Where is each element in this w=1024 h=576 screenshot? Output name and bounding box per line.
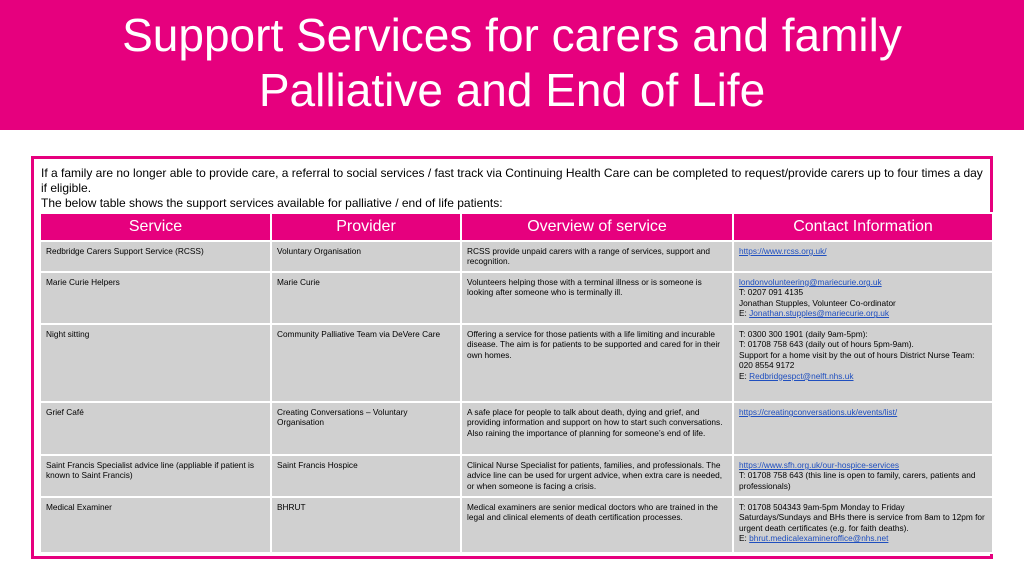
column-header-service: Service <box>40 213 271 241</box>
service-cell: Grief Café <box>40 402 271 455</box>
contact-line <box>739 460 987 470</box>
contact-link[interactable]: Redbridgespct@nelft.nhs.uk <box>749 370 854 381</box>
contact-cell <box>733 455 993 497</box>
service-cell: Saint Francis Specialist advice line (appliable if patient is known to Saint Francis) <box>40 455 271 497</box>
column-header-contact: Contact Information <box>733 213 993 241</box>
column-header-provider: Provider <box>271 213 461 241</box>
contact-line <box>739 329 987 339</box>
table-row <box>40 497 993 553</box>
overview-cell: A safe place for people to talk about death, dying and grief, and providing information and support on how to start such conversations. Also raining the importance of planning for someone’s end of life. <box>461 402 733 455</box>
provider-cell: Voluntary Organisation <box>271 241 461 272</box>
intro-paragraph-1: If a family are no longer able to provide care, a referral to social services / fast track via Continuing Health Care can be completed to request/provide carers up to four times a day if eligible. <box>41 166 983 195</box>
service-cell: Night sitting <box>40 324 271 402</box>
contact-text: T: 01708 758 643 (this line is open to family, carers, patients and professionals) <box>739 470 976 491</box>
contact-line <box>739 298 987 308</box>
provider-cell: BHRUT <box>271 497 461 553</box>
contact-line <box>739 287 987 297</box>
contact-line <box>739 407 987 417</box>
contact-text: Support for a home visit by the out of hours District Nurse Team: 020 8554 9172 <box>739 349 975 371</box>
page-title-line-2: Palliative and End of Life <box>258 64 766 116</box>
contact-link[interactable]: Jonathan.stupples@mariecurie.org.uk <box>749 308 890 319</box>
contact-text: T: 01708 758 643 (daily out of hours 5pm-9am). <box>739 339 914 350</box>
contact-line <box>739 371 987 381</box>
contact-line <box>739 339 987 349</box>
service-cell: Medical Examiner <box>40 497 271 553</box>
provider-cell: Community Palliative Team via DeVere Care <box>271 324 461 402</box>
contact-text: T: 01708 504343 9am-5pm Monday to Friday <box>739 502 905 512</box>
contact-link[interactable]: bhrut.medicalexamineroffice@nhs.net <box>749 533 889 544</box>
contact-line <box>739 470 987 491</box>
table-row <box>40 455 993 497</box>
table-row <box>40 402 993 455</box>
intro-text <box>41 166 986 211</box>
table-row <box>40 241 993 272</box>
contact-link[interactable]: https://www.sfh.org.uk/our-hospice-services <box>739 460 900 470</box>
content-frame <box>31 156 993 559</box>
table-row <box>40 272 993 324</box>
contact-text: T: 0300 300 1901 (daily 9am-5pm): <box>739 329 868 339</box>
contact-text: Saturdays/Sundays and BHs there is service from 8am to 12pm for urgent death certificates (e.g. for faith deaths). <box>739 512 985 533</box>
contact-line <box>739 277 987 287</box>
contact-cell <box>733 241 993 272</box>
contact-cell <box>733 497 993 553</box>
service-cell: Marie Curie Helpers <box>40 272 271 324</box>
contact-link[interactable]: https://www.rcss.org.uk/ <box>739 246 827 256</box>
provider-cell: Marie Curie <box>271 272 461 324</box>
contact-prefix: E: <box>739 533 750 544</box>
table-header-row <box>40 213 993 241</box>
contact-text: Jonathan Stupples, Volunteer Co-ordinator <box>739 297 896 308</box>
overview-cell: Medical examiners are senior medical doctors who are trained in the legal and clinical elements of death certification processes. <box>461 497 733 553</box>
provider-cell: Creating Conversations – Voluntary Organisation <box>271 402 461 455</box>
provider-cell: Saint Francis Hospice <box>271 455 461 497</box>
service-cell: Redbridge Carers Support Service (RCSS) <box>40 241 271 272</box>
contact-prefix: E: <box>739 370 750 381</box>
overview-cell: Clinical Nurse Specialist for patients, families, and professionals. The advice line can be used for urgent advice, when extra care is needed, or when someone is facing a crisis. <box>461 455 733 497</box>
contact-prefix: E: <box>739 308 750 319</box>
overview-cell: Offering a service for those patients with a life limiting and incurable disease. The aim is for patients to be supported and cared for in their own homes. <box>461 324 733 402</box>
contact-line <box>739 308 987 318</box>
contact-link[interactable]: https://creatingconversations.uk/events/list/ <box>739 407 898 417</box>
page-title-line-1: Support Services for carers and family <box>122 9 902 61</box>
contact-cell <box>733 324 993 402</box>
intro-paragraph-2: The below table shows the support services available for palliative / end of life patients: <box>41 196 503 210</box>
support-services-table <box>39 212 994 554</box>
column-header-overview: Overview of service <box>461 213 733 241</box>
overview-cell: Volunteers helping those with a terminal illness or is someone is looking after someone who is terminally ill. <box>461 272 733 324</box>
contact-line <box>739 246 987 256</box>
table-row <box>40 324 993 402</box>
title-banner <box>0 0 1024 130</box>
contact-cell <box>733 272 993 324</box>
contact-text: T: 0207 091 4135 <box>739 287 804 298</box>
overview-cell: RCSS provide unpaid carers with a range of services, support and recognition. <box>461 241 733 272</box>
contact-line <box>739 350 987 371</box>
contact-line <box>739 502 987 512</box>
contact-cell <box>733 402 993 455</box>
contact-line <box>739 512 987 533</box>
contact-link[interactable]: londonvolunteering@mariecurie.org.uk <box>739 277 882 287</box>
contact-line <box>739 533 987 543</box>
